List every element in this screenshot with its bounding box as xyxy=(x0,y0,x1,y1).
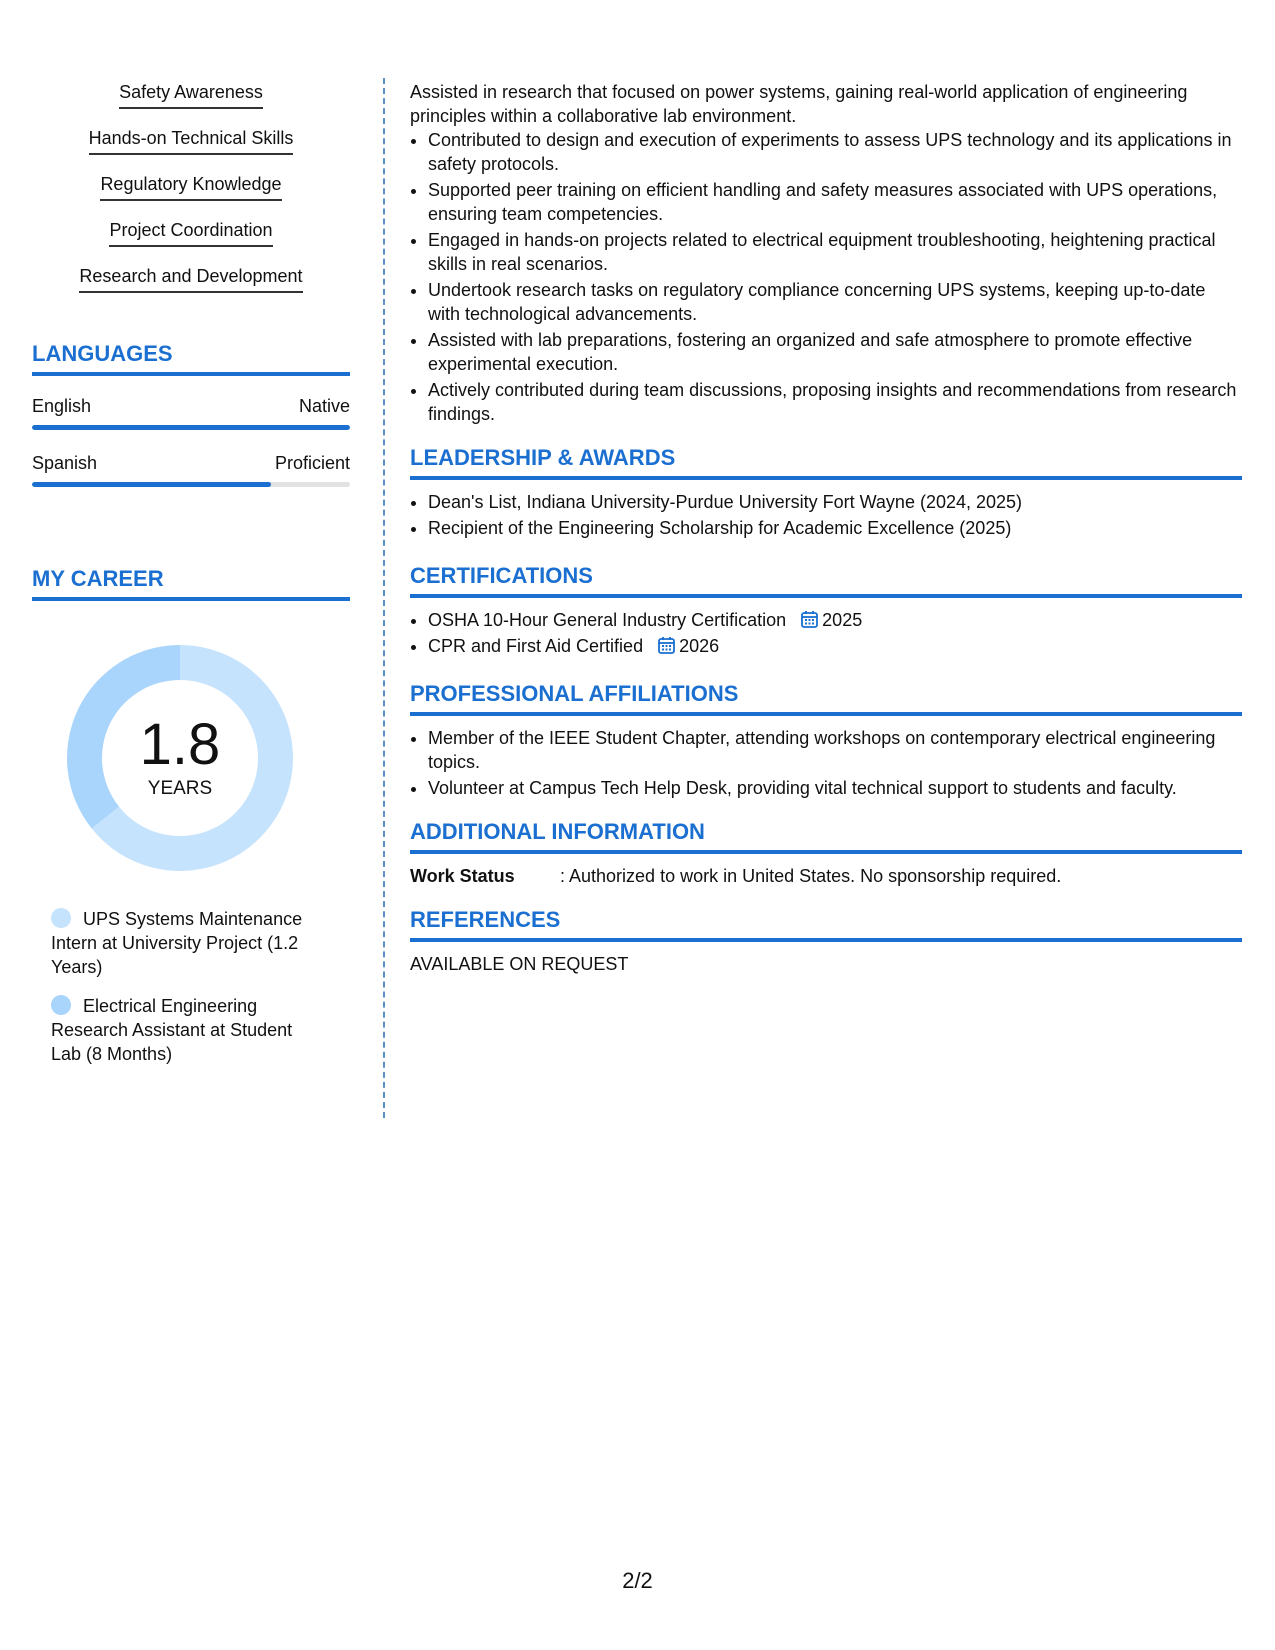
certifications-list xyxy=(410,608,1242,658)
work-status-row xyxy=(410,864,1242,888)
certification-item xyxy=(428,634,1242,658)
skills-list xyxy=(32,80,350,310)
language-bar-fill xyxy=(32,425,350,430)
work-status-key: Work Status xyxy=(410,866,515,886)
certification-year: 2026 xyxy=(679,636,720,656)
certification-year: 2025 xyxy=(822,610,863,630)
experience-bullet: • Supported peer training on efficient handling and safety measures associated with UPS operations, ensuring team competencies. xyxy=(428,178,1242,226)
legend-item xyxy=(51,907,321,979)
legend-label: UPS Systems Maintenance Intern at University Project (1.2 Years) xyxy=(51,909,303,977)
right-column xyxy=(410,80,1242,976)
references-text: AVAILABLE ON REQUEST xyxy=(410,954,629,974)
language-name: English xyxy=(32,396,92,416)
legend-item xyxy=(51,994,321,1066)
certification-name: OSHA 10-Hour General Industry Certification xyxy=(428,610,787,630)
experience-bullet: • Engaged in hands-on projects related to electrical equipment troubleshooting, heightening practical skills in real scenarios. xyxy=(428,228,1242,276)
certification-name: CPR and First Aid Certified xyxy=(428,636,644,656)
career-total: 1.8 xyxy=(139,712,221,777)
language-entry xyxy=(32,453,350,487)
language-entry xyxy=(32,396,350,430)
language-level: Native xyxy=(298,396,350,416)
affiliation-item: • Member of the IEEE Student Chapter, attending workshops on contemporary electrical engineering topics. xyxy=(428,726,1242,774)
references-title: REFERENCES xyxy=(410,906,1242,942)
career-legend xyxy=(32,907,321,1066)
awards-list xyxy=(410,490,1242,540)
affiliation-item: • Volunteer at Campus Tech Help Desk, providing vital technical support to students and faculty. xyxy=(428,776,1242,800)
legend-label: Electrical Engineering Research Assistant at Student Lab (8 Months) xyxy=(51,996,293,1064)
career-title: MY CAREER xyxy=(32,565,350,601)
additional-title: ADDITIONAL INFORMATION xyxy=(410,818,1242,854)
experience-bullet: • Assisted with lab preparations, fostering an organized and safe atmosphere to promote effective experimental execution. xyxy=(428,328,1242,376)
column-divider xyxy=(383,78,385,1118)
skill-item: Safety Awareness xyxy=(119,80,263,109)
skill-item: Regulatory Knowledge xyxy=(100,172,281,201)
skill-item: Hands-on Technical Skills xyxy=(89,126,294,155)
certifications-title: CERTIFICATIONS xyxy=(410,562,1242,598)
languages-section xyxy=(32,340,350,487)
award-item: • Recipient of the Engineering Scholarship for Academic Excellence (2025) xyxy=(428,516,1242,540)
award-item: • Dean's List, Indiana University-Purdue University Fort Wayne (2024, 2025) xyxy=(428,490,1242,514)
language-name: Spanish xyxy=(32,453,98,473)
language-bar xyxy=(32,425,350,430)
calendar-icon xyxy=(801,610,818,628)
certification-item xyxy=(428,608,1242,632)
calendar-icon xyxy=(658,636,675,654)
career-donut xyxy=(65,643,295,873)
affiliations-list xyxy=(410,726,1242,800)
affiliations-title: PROFESSIONAL AFFILIATIONS xyxy=(410,680,1242,716)
page-number: 2/2 xyxy=(622,1568,653,1593)
awards-title: LEADERSHIP & AWARDS xyxy=(410,444,1242,480)
career-unit: YEARS xyxy=(147,778,213,799)
experience-bullet: • Contributed to design and execution of experiments to assess UPS technology and its applications in safety protocols. xyxy=(428,128,1242,176)
languages-title: LANGUAGES xyxy=(32,340,350,376)
experience-bullet: • Undertook research tasks on regulatory compliance concerning UPS systems, keeping up-to-date with technological advancements. xyxy=(428,278,1242,326)
career-section xyxy=(32,565,350,1066)
legend-dot xyxy=(51,908,71,928)
skill-item: Research and Development xyxy=(79,264,302,293)
language-bar-fill xyxy=(32,482,271,487)
experience-intro: Assisted in research that focused on power systems, gaining real-world application of engineering principles within a collaborative lab environment. xyxy=(410,82,1188,126)
experience-bullets xyxy=(410,128,1242,426)
language-level: Proficient xyxy=(274,453,350,473)
skill-item: Project Coordination xyxy=(109,218,272,247)
language-bar xyxy=(32,482,350,487)
work-status-value: : Authorized to work in United States. No sponsorship required. xyxy=(560,866,1062,886)
experience-bullet: • Actively contributed during team discussions, proposing insights and recommendations from research findings. xyxy=(428,378,1242,426)
legend-dot xyxy=(51,995,71,1015)
left-column xyxy=(32,80,350,1081)
